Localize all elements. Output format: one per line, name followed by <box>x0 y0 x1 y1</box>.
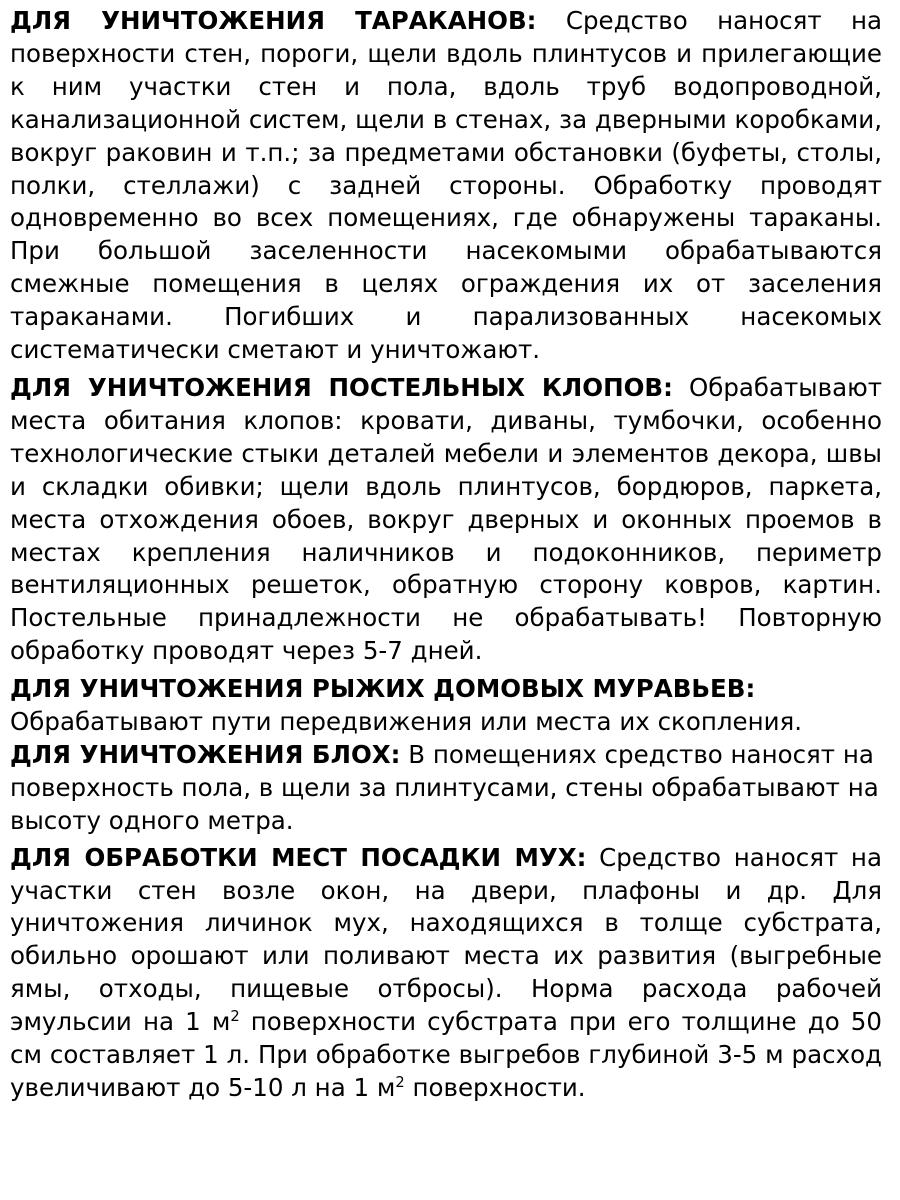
section-text: Средство наносят на поверхности стен, пороги, щели вдоль плинтусов и прилегающие к ним участки стен и пола, вдоль труб водопроводной, канализационной систем, щели в стенах, за дверными коробками, вокруг раковин и т.п.; за предметами обстановки (буфеты, столы, полки, стеллажи) с задней стороны. Обработку проводят одновременно во всех помещениях, где обнаружены тараканы. При большой заселенности насекомыми обрабатываются смежные помещения в целях ограждения их от заселения тараканами. Погибших и парализованных насекомых систематически сметают и уничтожают. <box>10 6 882 365</box>
instruction-document <box>10 5 882 1105</box>
section-fleas <box>10 739 882 838</box>
section-heading: ДЛЯ УНИЧТОЖЕНИЯ РЫЖИХ ДОМОВЫХ МУРАВЬЕВ: <box>10 674 756 704</box>
section-heading: ДЛЯ УНИЧТОЖЕНИЯ БЛОХ: <box>10 739 401 769</box>
section-text: Обрабатывают пути передвижения или места их скопления. <box>10 707 803 737</box>
section-text-part3: поверхности. <box>404 1073 586 1102</box>
superscript: 2 <box>395 1073 405 1091</box>
section-heading: ДЛЯ УНИЧТОЖЕНИЯ ТАРАКАНОВ: <box>10 6 537 35</box>
section-text: В помещениях средство наносят на поверхность пола, в щели за плинтусами, стены обрабатывают на высоту одного метра. <box>10 739 879 835</box>
superscript: 2 <box>230 1008 240 1026</box>
section-heading: ДЛЯ ОБРАБОТКИ МЕСТ ПОСАДКИ МУХ: <box>10 842 587 872</box>
section-text: Обрабатывают места обитания клопов: кровати, диваны, тумбочки, особенно технологические стыки деталей мебели и элементов декора, швы и складки обивки; щели вдоль плинтусов, бордюров, паркета, места отхождения обоев, вокруг дверных и оконных проемов в местах крепления наличников и подоконников, периметр вентиляционных решеток, обратную сторону ковров, картин. Постельные принадлежности не обрабатывать! Повторную обработку проводят через 5-7 дней. <box>10 372 882 666</box>
section-text-part1: Средство наносят на участки стен возле окон, на двери, плафоны и др. Для уничтожения личинок мух, находящихся в толще субстрата, обильно орошают или поливают места их развития (выгребные ямы, отходы, пищевые отбросы). Норма расхода рабочей эмульсии на 1 м <box>10 842 882 1037</box>
section-cockroaches <box>10 5 882 367</box>
section-bedbugs <box>10 372 882 668</box>
section-heading: ДЛЯ УНИЧТОЖЕНИЯ ПОСТЕЛЬНЫХ КЛОПОВ: <box>10 372 673 402</box>
section-ants <box>10 673 882 739</box>
section-text-part2: поверхности субстрата при его толщине до 50 см составляет 1 л. При обработке выгребов глубиной 3-5 м расход увеличивают до 5-10 л на 1 м <box>10 1007 882 1102</box>
section-flies <box>10 842 882 1105</box>
